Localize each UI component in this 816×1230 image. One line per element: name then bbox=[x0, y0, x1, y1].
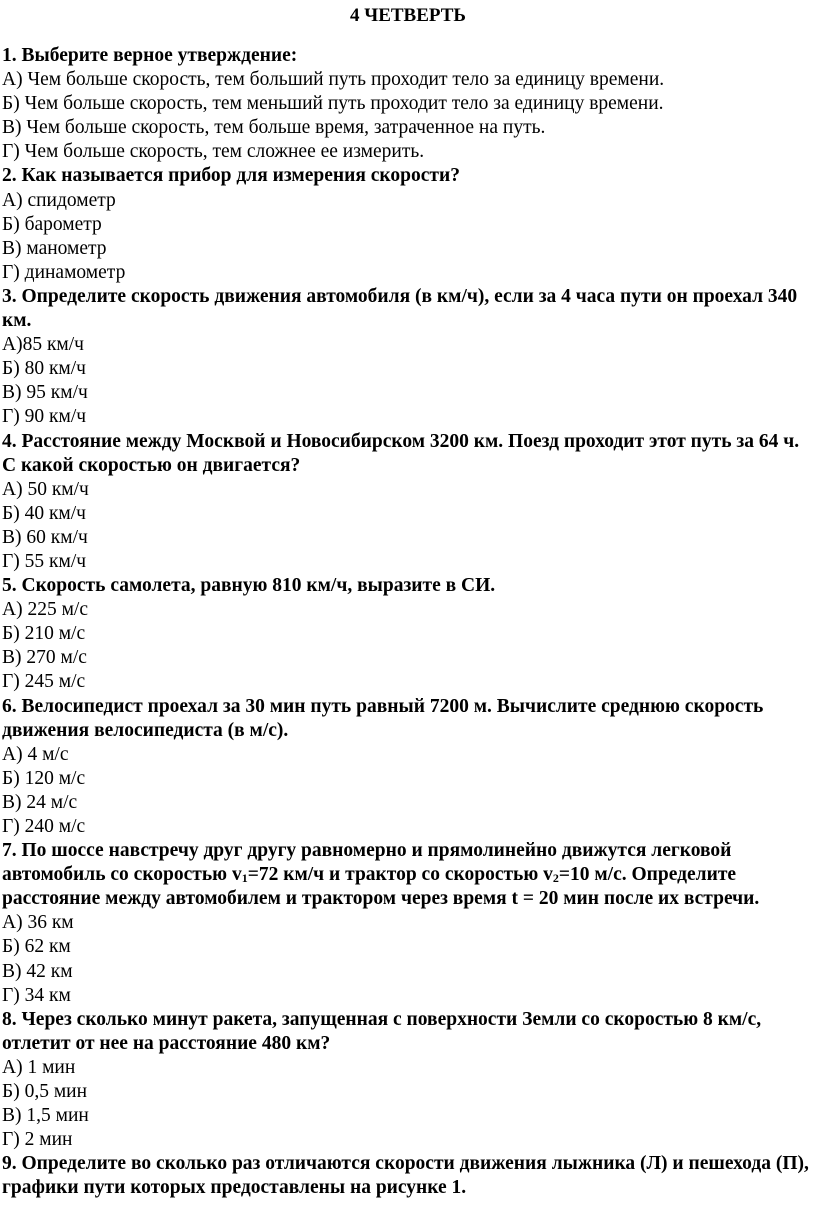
answer-option: А) 4 м/с bbox=[2, 743, 69, 765]
answer-option: Б) 0,5 мин bbox=[2, 1081, 88, 1103]
answer-option: В) 60 км/ч bbox=[2, 526, 88, 548]
answer-option: Б) 120 м/с bbox=[2, 767, 86, 789]
answer-option: А) 36 км bbox=[2, 912, 74, 934]
answer-option: Г) 34 км bbox=[2, 984, 71, 1006]
subscript-1: 1 bbox=[241, 871, 248, 886]
answer-option: А) 1 мин bbox=[2, 1056, 76, 1078]
answer-option: Б) барометр bbox=[2, 213, 102, 235]
page-title: 4 ЧЕТВЕРТЬ bbox=[350, 5, 466, 26]
question-list bbox=[2, 44, 810, 1201]
question-4: 4. Расстояние между Москвой и Новосибирском 3200 км. Поезд проходит этот путь за 64 ч. С какой скоростью он двигается? bbox=[2, 430, 800, 476]
answer-option: Г) 245 м/с bbox=[2, 671, 86, 693]
answer-option: Г) 55 км/ч bbox=[2, 550, 87, 572]
question-7 bbox=[2, 839, 810, 911]
question-1: 1. Выберите верное утверждение: bbox=[2, 45, 298, 66]
answer-option: В) 24 м/с bbox=[2, 791, 78, 813]
answer-option: Б) Чем больше скорость, тем меньший путь проходит тело за единицу времени. bbox=[2, 93, 664, 115]
question-7-text: =10 м/с. Определите расстояние между автомобилем и трактором через время t = 20 мин после их встречи. bbox=[2, 864, 760, 910]
answer-option: В) 42 км bbox=[2, 960, 73, 982]
answer-option: В) 95 км/ч bbox=[2, 382, 88, 404]
question-2: 2. Как называется прибор для измерения скорости? bbox=[2, 165, 460, 187]
answer-option: Г) 240 м/с bbox=[2, 816, 86, 837]
question-6: 6. Велосипедист проехал за 30 мин путь равный 7200 м. Вычислите среднюю скорость движения велосипедиста (в м/с). bbox=[2, 695, 764, 741]
answer-option: А)85 км/ч bbox=[2, 334, 84, 356]
answer-option: Г) 2 мин bbox=[2, 1129, 73, 1151]
question-8: 8. Через сколько минут ракета, запущенная с поверхности Земли со скоростью 8 км/с, отлетит от нее на расстояние 480 км? bbox=[2, 1008, 762, 1054]
question-3: 3. Определите скорость движения автомобиля (в км/ч), если за 4 часа пути он проехал 340 км. bbox=[2, 285, 798, 332]
subscript-2: 2 bbox=[552, 871, 559, 886]
answer-option: А) спидометр bbox=[2, 189, 116, 211]
answer-option: Г) Чем больше скорость, тем сложнее ее измерить. bbox=[2, 141, 425, 163]
answer-option: Б) 62 км bbox=[2, 936, 71, 958]
question-7-text: 7. По шоссе навстречу друг другу равномерно и прямолинейно движутся легковой автомобиль со скоростью v bbox=[2, 840, 732, 886]
answer-option: В) Чем больше скорость, тем больше время, затраченное на путь. bbox=[2, 117, 546, 139]
answer-option: Г) 90 км/ч bbox=[2, 406, 87, 428]
question-9: 9. Определите во сколько раз отличаются скорости движения лыжника (Л) и пешехода (П), графики пути которых предоставлены на рисунке 1. bbox=[2, 1153, 809, 1199]
answer-option: А) Чем больше скорость, тем больший путь проходит тело за единицу времени. bbox=[2, 69, 665, 91]
answer-option: Б) 40 км/ч bbox=[2, 502, 86, 524]
answer-option: А) 225 м/с bbox=[2, 599, 88, 621]
answer-option: Г) динамометр bbox=[2, 261, 126, 283]
answer-option: Б) 210 м/с bbox=[2, 623, 86, 645]
answer-option: В) манометр bbox=[2, 237, 107, 259]
answer-option: В) 1,5 мин bbox=[2, 1105, 89, 1127]
question-5: 5. Скорость самолета, равную 810 км/ч, выразите в СИ. bbox=[2, 575, 496, 597]
question-7-text: =72 км/ч и трактор со скоростью v bbox=[247, 864, 553, 886]
answer-option: А) 50 км/ч bbox=[2, 478, 89, 500]
answer-option: В) 270 м/с bbox=[2, 647, 87, 669]
answer-option: Б) 80 км/ч bbox=[2, 358, 86, 380]
